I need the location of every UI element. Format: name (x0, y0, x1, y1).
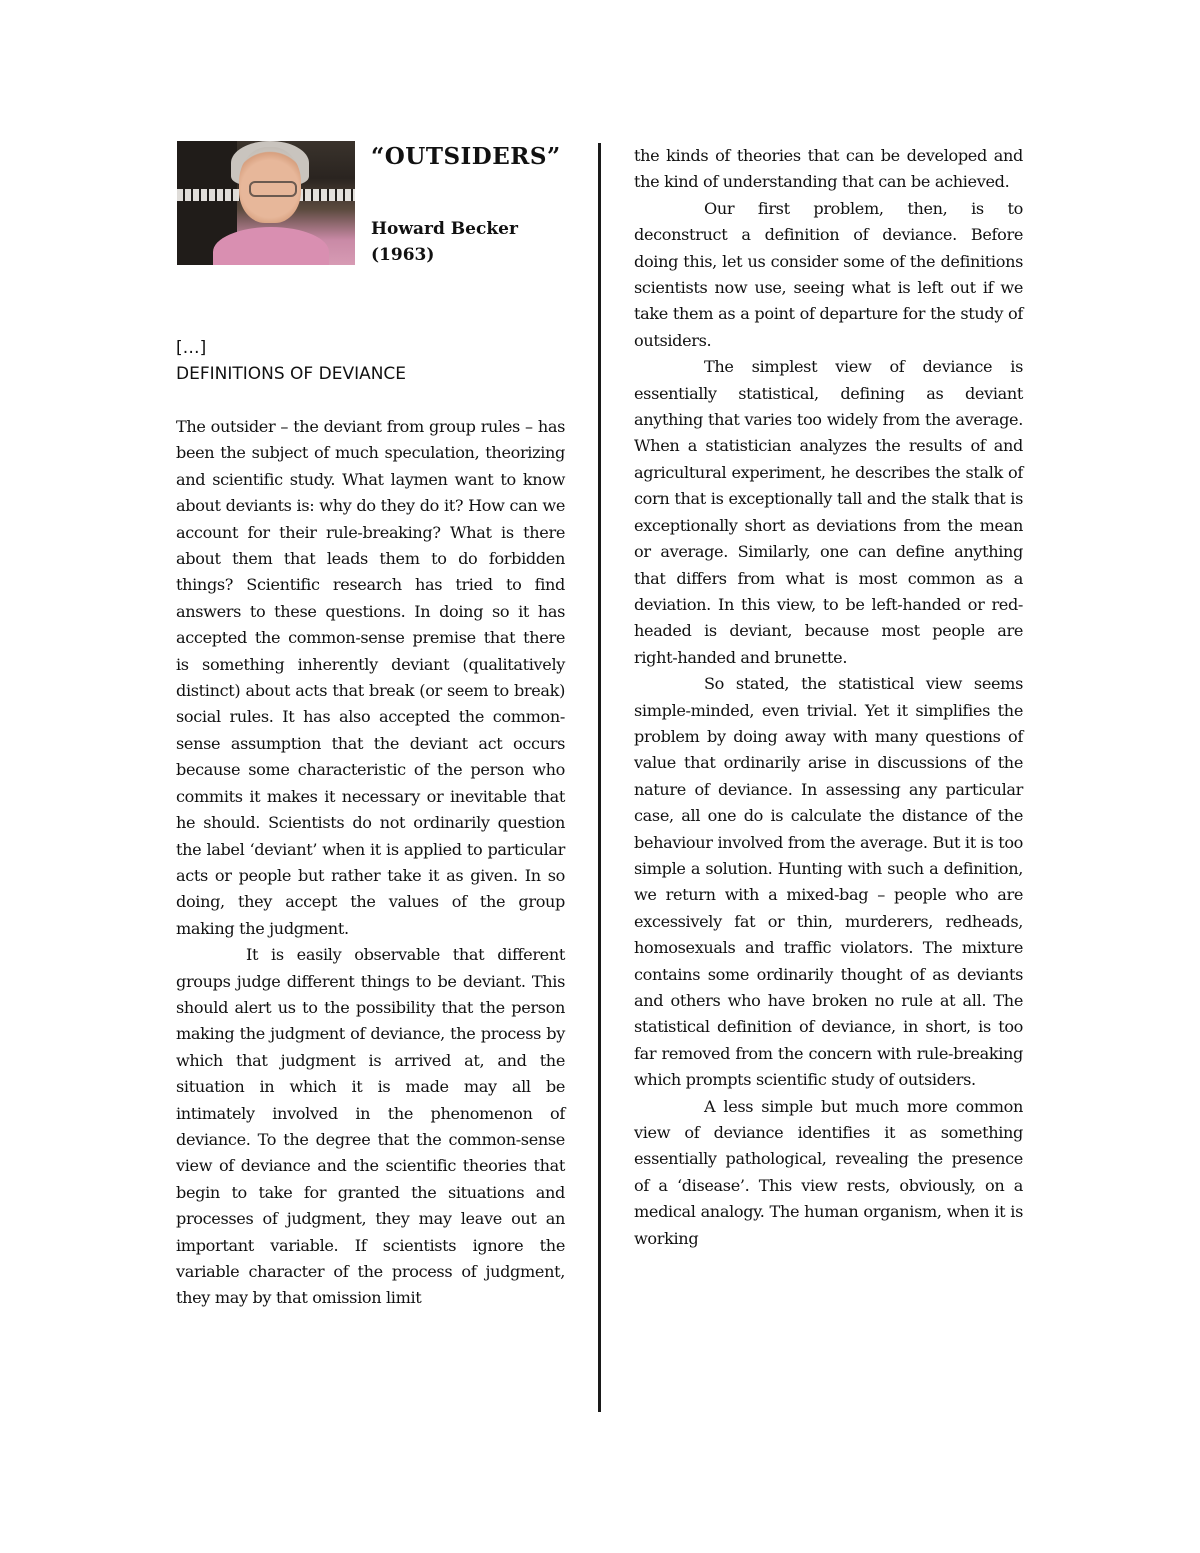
paragraph: The outsider – the deviant from group rules – has been the subject of much speculation, theorizing and scientific study. What laymen want to know about deviants is: why do they do it? How can we account for their rule-breaking? What is there about them that leads them to do forbidden things? Scientific research has tried to find answers to these questions. In doing so it has accepted the common-sense premise that there is something inherently deviant (qualitatively distinct) about acts that break (or seem to break) social rules. It has also accepted the common-sense assumption that the deviant act occurs because some characteristic of the person who commits it makes it necessary or inevitable that he should. Scientists do not ordinarily question the label ‘deviant’ when it is applied to particular acts or people but rather take it as given. In so doing, they accept the values of the group making the judgment. (176, 417, 565, 938)
paragraph: Our first problem, then, is to deconstruct a definition of deviance. Before doing this, let us consider some of the definitions scientists now use, seeing what is left out if we take them as a point of departure for the study of outsiders. (634, 198, 1023, 350)
paragraph: So stated, the statistical view seems simple-minded, even trivial. Yet it simplifies the problem by doing away with many questions of value that ordinarily arise in discussions of the nature of deviance. In assessing any particular case, all one do is calculate the distance of the behaviour involved from the average. But it is too simple a solution. Hunting with such a definition, we return with a mixed-bag – people who are excessively fat or thin, murderers, redheads, homosexuals and traffic violators. The mixture contains some ordinarily thought of as deviants and others who have broken no rule at all. The statistical definition of deviance, in short, is too far removed from the concern with rule-breaking which prompts scientific study of outsiders. (634, 674, 1023, 1090)
column-divider (598, 143, 601, 1412)
author-photo (177, 141, 355, 265)
author-block (371, 216, 518, 268)
document-title: “OUTSIDERS” (371, 143, 561, 170)
right-column (634, 143, 1023, 1252)
paragraph: The simplest view of deviance is essentially statistical, defining as deviant anything that varies too widely from the average. When a statistician analyzes the results of and agricultural experiment, he describes the stalk of corn that is exceptionally tall and the stalk that is exceptionally short as deviations from the mean or average. Similarly, one can define anything that differs from what is most common as a deviation. In this view, to be left-handed or red-headed is deviant, because most people are right-handed and brunette. (634, 357, 1023, 667)
photo-glasses (249, 181, 297, 197)
publication-year: (1963) (371, 245, 435, 265)
author-name: Howard Becker (371, 219, 518, 239)
left-column (176, 335, 565, 1312)
paragraph: A less simple but much more common view of deviance identifies it as something essentially pathological, revealing the presence of a ‘disease’. This view rests, obviously, on a medical analogy. The human organism, when it is working (634, 1096, 1023, 1248)
paragraph: It is easily observable that different groups judge different things to be deviant. This should alert us to the possibility that the person making the judgment of deviance, the process by which that judgment is arrived at, and the situation in which it is made may all be intimately involved in the phenomenon of deviance. To the degree that the common-sense view of deviance and the scientific theories that begin to take for granted the situations and processes of judgment, they may leave out an important variable. If scientists ignore the variable character of the process of judgment, they may by that omission limit (176, 945, 565, 1308)
section-heading: DEFINITIONS OF DEVIANCE (176, 364, 407, 384)
ellipsis-marker: […] (176, 338, 207, 358)
paragraph: the kinds of theories that can be developed and the kind of understanding that can be achieved. (634, 146, 1023, 192)
